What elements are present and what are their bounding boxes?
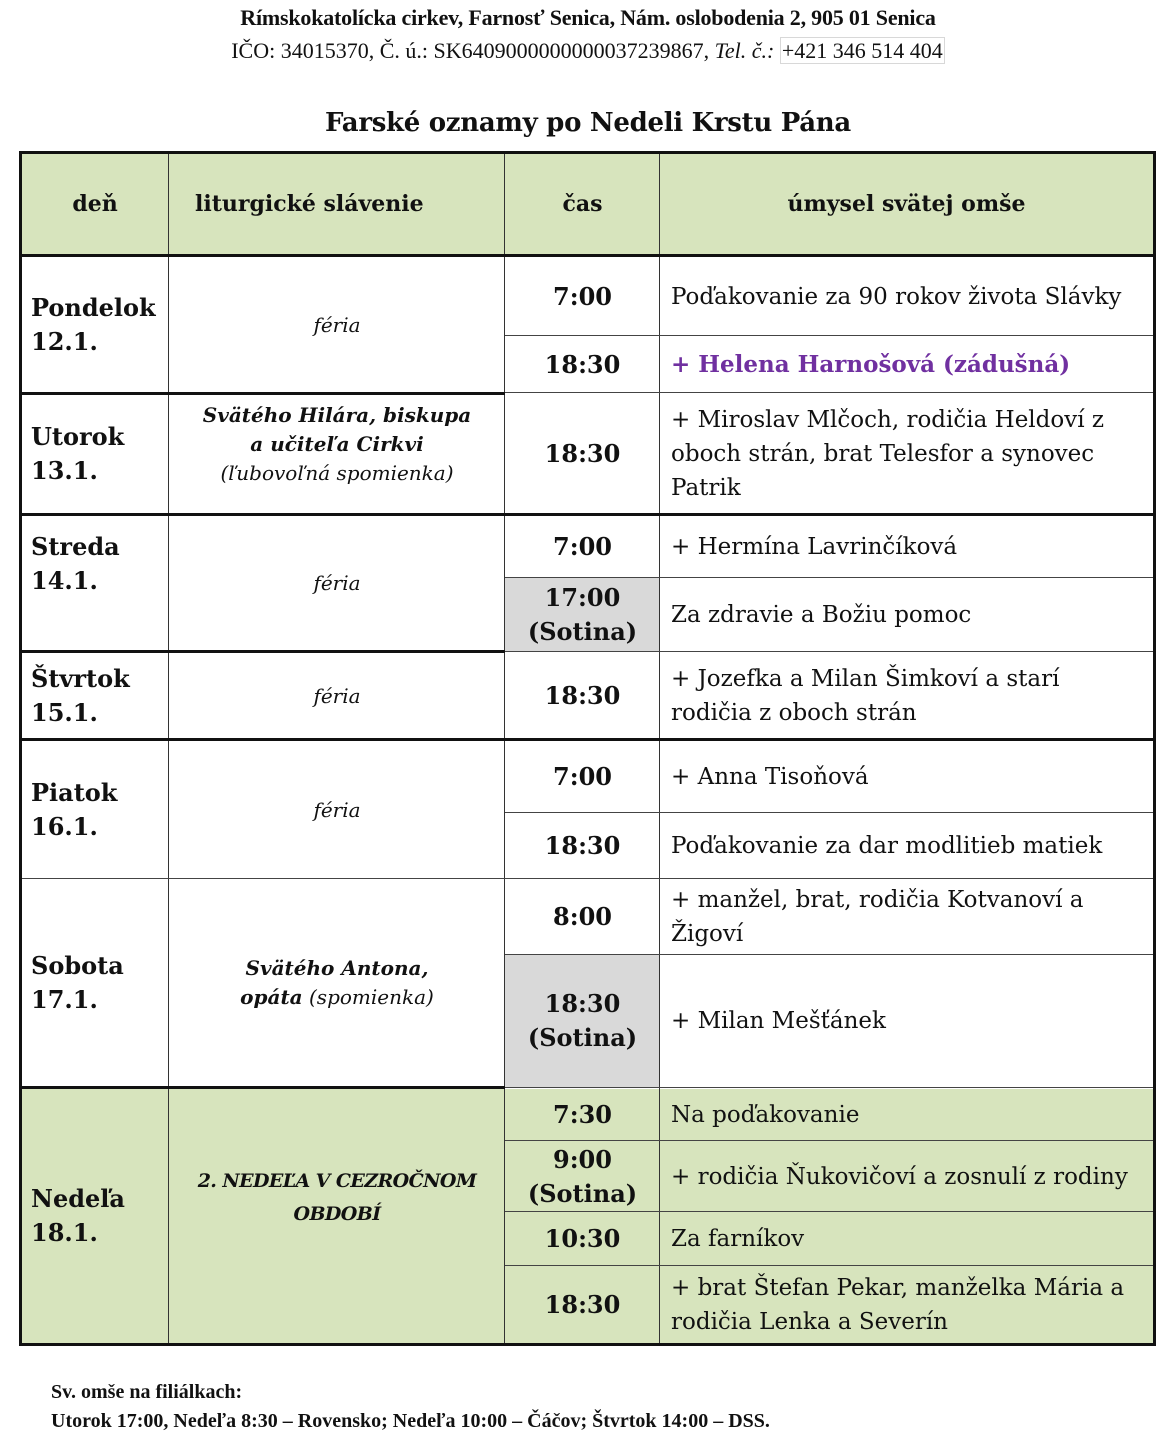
row-divider: [22, 392, 505, 395]
day-date: 17.1.: [31, 985, 98, 1014]
intention-cell-highlight: + Helena Harnošová (zádušná): [671, 350, 1071, 378]
day-name: Štvrtok: [31, 664, 130, 693]
time-place: (Sotina): [527, 616, 638, 646]
day-thursday: [22, 653, 168, 739]
day-wednesday: [22, 516, 168, 651]
liturgy-thursday: [169, 653, 505, 739]
day-friday: [22, 741, 168, 879]
intention-cell: + Anna Tisoňová: [671, 764, 869, 790]
liturgy-title: Svätého Hilára, biskupa: [202, 403, 472, 427]
row-divider: [505, 1140, 1153, 1141]
day-name: Pondelok: [31, 293, 156, 322]
col-header-day: deň: [22, 154, 168, 254]
phone-number: +421 346 514 404: [781, 38, 943, 63]
day-monday: [22, 257, 168, 393]
column-divider: [168, 154, 169, 1343]
row-divider: [22, 254, 1153, 257]
intention-cell: + Jozefka a Milan Šimkoví a starí rodičia z oboch strán: [671, 666, 1060, 726]
time-cell: 7:00: [553, 762, 612, 791]
intention-cell: + Miroslav Mlčoch, rodičia Heldoví z oboch strán, brat Telesfor a synovec Patrik: [671, 406, 1105, 501]
time-cell: 8:00: [553, 902, 612, 931]
liturgy-sunday: [169, 1089, 505, 1343]
liturgy-title-2: a učiteľa Cirkvi: [250, 432, 424, 456]
liturgy-title: Svätého Antona,: [245, 956, 429, 980]
day-sunday: [22, 1089, 168, 1343]
col-header-liturgy: liturgické slávenie: [169, 154, 505, 254]
row-divider: [22, 1086, 505, 1089]
day-date: 16.1.: [31, 812, 98, 841]
time-cell-filial: [505, 955, 660, 1087]
time-cell: 18:30: [544, 349, 621, 379]
intention-cell: Poďakovanie za 90 rokov života Slávky: [671, 283, 1122, 310]
page-title: Farské oznamy po Nedeli Krstu Pána: [325, 108, 851, 138]
time-cell: 10:30: [505, 1212, 660, 1266]
liturgy-note: (spomienka): [309, 985, 434, 1009]
liturgy-friday: [169, 741, 505, 879]
parish-ids: [0, 38, 1176, 64]
liturgy-text: féria: [313, 571, 361, 595]
row-divider: [22, 738, 1153, 741]
column-divider: [504, 154, 505, 1343]
intention-cell: Za zdravie a Božiu pomoc: [671, 601, 972, 628]
day-name: Piatok: [31, 778, 118, 807]
filial-schedule: Utorok 17:00, Nedeľa 8:30 – Rovensko; Nedeľa 10:00 – Čáčov; Štvrtok 14:00 – DSS.: [51, 1410, 770, 1432]
liturgy-title: 2. NEDEĽA V CEZROČNOM: [197, 1170, 477, 1192]
intention-cell: Na poďakovanie: [660, 1089, 1153, 1141]
row-divider: [22, 513, 1153, 516]
time-cell: 18:30: [544, 681, 621, 710]
day-name: Utorok: [31, 421, 125, 451]
row-divider: [505, 1211, 1153, 1212]
time-cell-filial: [505, 578, 660, 651]
row-divider: [22, 650, 505, 653]
time-cell: 18:30: [544, 831, 621, 860]
intention-cell: + manžel, brat, rodičia Kotvanoví a Žigoví: [671, 887, 1084, 947]
day-tuesday: [22, 393, 168, 514]
filial-heading: Sv. omše na filiálkach:: [51, 1381, 243, 1403]
intention-cell: + rodičia Ňukovičoví a zosnulí z rodiny: [660, 1141, 1153, 1212]
liturgy-text: féria: [313, 683, 361, 708]
time-cell: 7:00: [553, 281, 612, 311]
day-saturday: [22, 879, 168, 1087]
time-place: (Sotina): [527, 1023, 638, 1052]
row-divider: [505, 577, 1153, 578]
liturgy-saturday: [169, 879, 505, 1087]
time-cell: 7:30: [505, 1089, 660, 1141]
liturgy-title-2: OBDOBÍ: [293, 1203, 381, 1225]
row-divider: [505, 954, 1153, 955]
row-divider: [505, 651, 1153, 652]
col-header-intention: úmysel svätej omše: [660, 154, 1153, 254]
day-name: Nedeľa: [31, 1184, 125, 1213]
parish-address: Rímskokatolícka cirkev, Farnosť Senica, Nám. oslobodenia 2, 905 01 Senica: [240, 5, 936, 30]
liturgy-text: féria: [313, 797, 361, 822]
day-date: 18.1.: [31, 1218, 98, 1247]
tel-label: Tel. č.:: [714, 38, 775, 63]
day-date: 12.1.: [31, 327, 98, 356]
liturgy-tuesday: [169, 393, 505, 496]
time-cell: 18:30: [544, 438, 621, 468]
col-header-time: čas: [505, 154, 660, 254]
row-divider: [505, 812, 1153, 813]
day-date: 14.1.: [31, 566, 98, 595]
time-place: (Sotina): [527, 1178, 638, 1208]
time-value: 9:00: [553, 1144, 612, 1174]
liturgy-monday: [169, 257, 505, 393]
row-divider: [505, 1087, 1153, 1088]
intention-cell: + Hermína Lavrinčíková: [671, 534, 958, 560]
day-name: Sobota: [31, 951, 124, 980]
liturgy-wednesday: [169, 516, 505, 651]
row-divider: [505, 1265, 1153, 1266]
time-value: 18:30: [544, 989, 621, 1018]
day-date: 13.1.: [31, 455, 98, 485]
column-divider: [659, 154, 660, 1343]
time-value: 17:00: [544, 582, 621, 612]
row-divider: [505, 335, 1153, 336]
intention-cell: + Milan Mešťánek: [671, 1008, 886, 1034]
time-cell-filial: [505, 1141, 660, 1212]
day-date: 15.1.: [31, 698, 98, 727]
intention-cell: Poďakovanie za dar modlitieb matiek: [671, 833, 1103, 859]
liturgy-title-2: opáta: [240, 985, 303, 1009]
day-name: Streda: [31, 532, 120, 561]
liturgy-text: féria: [313, 312, 361, 337]
liturgy-note: (ľubovoľná spomienka): [220, 461, 454, 485]
schedule-table: [19, 151, 1156, 1346]
intention-cell: + brat Štefan Pekar, manželka Mária a rodičia Lenka a Severín: [660, 1266, 1153, 1343]
ico-account: IČO: 34015370, Č. ú.: SK6409000000000037239867,: [231, 38, 715, 63]
row-divider: [22, 878, 1153, 879]
time-cell: 18:30: [505, 1266, 660, 1343]
row-divider: [505, 392, 1153, 393]
time-cell: 7:00: [553, 532, 612, 561]
intention-cell: Za farníkov: [660, 1212, 1153, 1266]
